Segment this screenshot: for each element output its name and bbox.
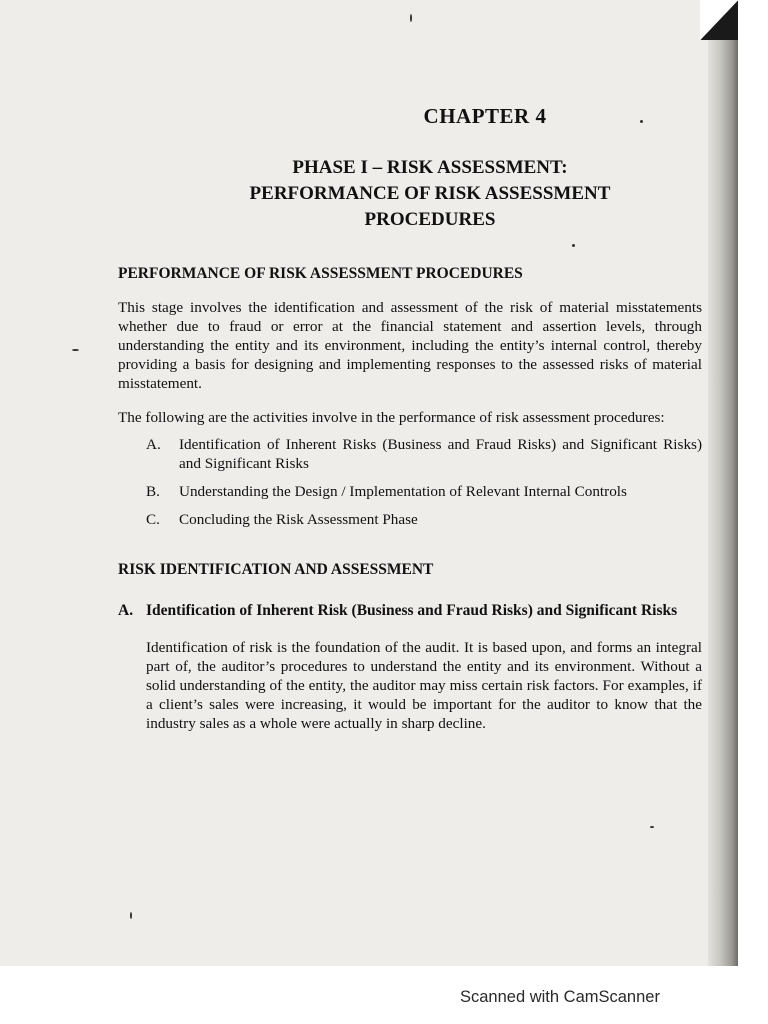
intro-paragraph: This stage involves the identification and assessment of the risk of material misstatements whether due to fraud or error at the financial statement and assertion levels, through understanding the entity and its environment, including the entity’s internal control, thereby providing a basis for designing and implementing responses to the assessed risks of material misstatement.: [118, 299, 702, 392]
document-page: [118, 100, 702, 733]
scan-speck: [650, 826, 654, 828]
subsection-title: Identification of Inherent Risk (Business and Fraud Risks) and Significant Risks: [146, 602, 678, 620]
list-item: [146, 482, 702, 501]
scan-speck: [72, 349, 79, 351]
chapter-title-line: PERFORMANCE OF RISK ASSESSMENT: [249, 183, 611, 204]
book-spine-shadow: [708, 0, 738, 966]
section-heading: PERFORMANCE OF RISK ASSESSMENT PROCEDURES: [118, 265, 523, 282]
scan-speck: [130, 912, 132, 919]
section-heading: RISK IDENTIFICATION AND ASSESSMENT: [118, 561, 434, 579]
list-marker: A.: [146, 436, 161, 454]
list-item: [146, 435, 702, 473]
chapter-title-line: PHASE I – RISK ASSESSMENT:: [292, 157, 568, 178]
activities-list: [118, 435, 702, 529]
list-item-text: Understanding the Design / Implementation of Relevant Internal Controls: [179, 483, 627, 501]
list-item: [146, 510, 702, 529]
body-paragraph: Identification of risk is the foundation of the audit. It is based upon, and forms an integral part of, the auditor’s procedures to understand the entity and its environment. Without a solid understanding of the entity, the auditor may miss certain risk factors. For examples, if a client’s sales were increasing, it would be important for the auditor to know that the industry sales as a whole were actually in sharp decline.: [146, 639, 702, 733]
scan-speck: [410, 14, 412, 22]
list-marker: B.: [146, 483, 160, 501]
chapter-number: CHAPTER 4: [423, 104, 547, 128]
subsection-heading: [118, 601, 702, 620]
page-corner: [700, 0, 738, 40]
subsection-marker: A.: [118, 602, 134, 620]
scanner-watermark: Scanned with CamScanner: [460, 988, 660, 1006]
list-marker: C.: [146, 511, 160, 529]
list-item-text: Identification of Inherent Risks (Business and Fraud Risks) and Significant Risks) and Significant Risks: [179, 436, 702, 473]
activities-intro: The following are the activities involve in the performance of risk assessment procedures:: [118, 409, 665, 427]
chapter-title-line: PROCEDURES: [364, 209, 496, 230]
chapter-title: [158, 155, 702, 233]
list-item-text: Concluding the Risk Assessment Phase: [179, 511, 418, 529]
